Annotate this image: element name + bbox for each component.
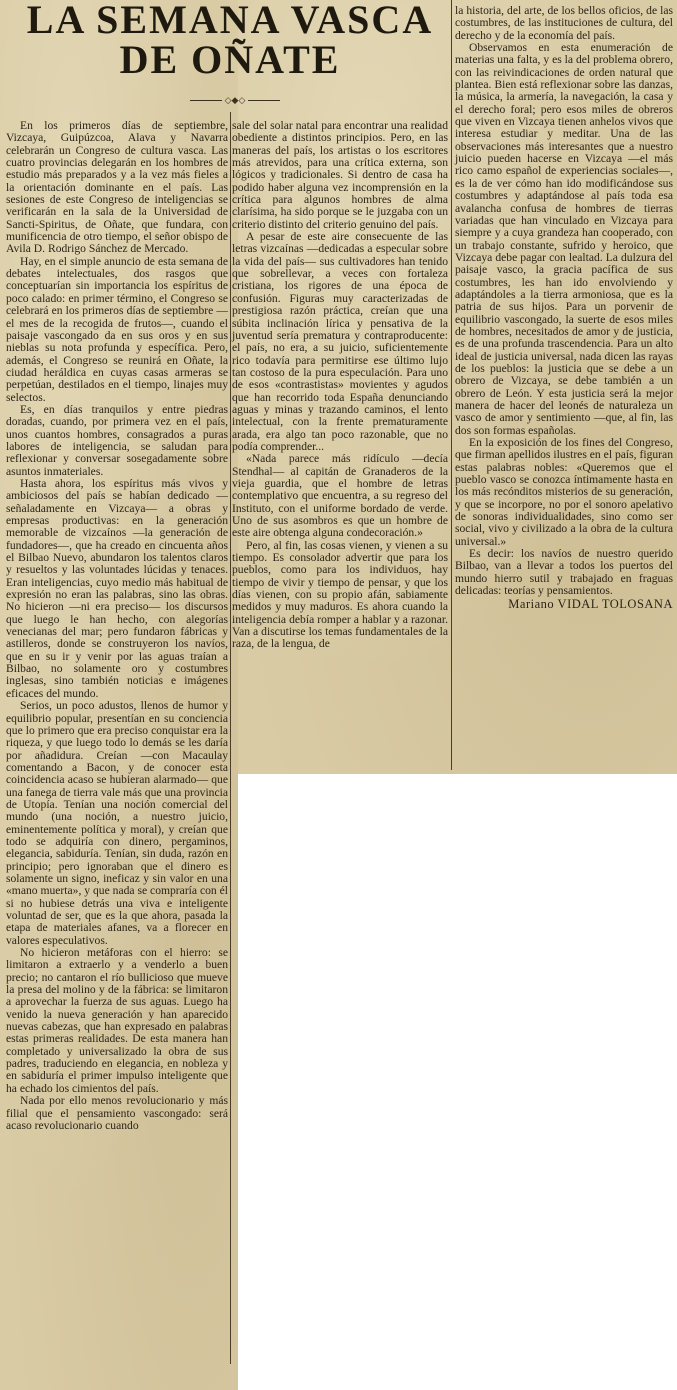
column-divider-1 (230, 112, 231, 1364)
paragraph: En los primeros días de septiembre, Vizcaya, Guipúzcoa, Alava y Navarra celebrarán un Congreso de cultura vasca. Las cuatro provincias delegarán en los hombres de estudio más preparados y a la vez más fieles a la orientación dominante en el país. Las sesiones de este Congreso de inteligencias se verificarán en la sala de la Universidad de Sancti-Spiritus, de Oñate, que fundara, con munificencia de otro tiempo, el señor obispo de Avila D. Rodrigo Sánchez de Mercado. (6, 119, 228, 256)
paragraph: Observamos en esta enumeración de materias una falta, y es la del problema obrero, con las reivindicaciones de orden natural que plantea. Bien está reflexionar sobre las danzas, la música, la armería, la navegación, la casa y el derecho foral; pero esos miles de obreros que viven en Vizcaya tienen anhelos vivos que interesa estudiar y meditar. Una de las observaciones más interesantes que a nuestro juicio pueden hacerse en Vizcaya —el más rico camo español de experiencias sociales—, es la de ver cómo han ido modificándose sus costumbres y adaptándose al país toda esa avalancha confusa de hombres de tierras variadas que han vinculado en Vizcaya para siempre y a cuya grandeza han cooperado, con un trabajo constante, sufrido y heroico, que Vizcaya debe pagar con lealtad. La dulzura del paisaje vasco, la gracia pacífica de sus costumbres, les han ido envolviendo y adaptándoles a la tierra armoniosa, que es la patria de sus hijos. Para un porvenir de equilibrio vascongado, la suerte de esos miles de hombres, necesitados de amor y de justicia, es de una profunda trascendencia. Para un alto ideal de justicia universal, nada dicen las rayas de los pueblos: la justicia que se debe a un obrero de Vizcaya, se debe también a un obrero de León. Y esta justicia será la mejor manera de hacer del leonés de naturaleza un vasco de amor y sentimiento —que, al fin, las dos son formas españolas. (455, 41, 673, 437)
headline-line-2: DE OÑATE (119, 37, 341, 82)
author-signature: Mariano VIDAL TOLOSANA (508, 596, 673, 611)
paragraph: No hicieron metáforas con el hierro: se limitaron a extraerlo y a venderlo a buen precio; no cantaron el río bullicioso que mueve la presa del molino y de la fábrica: se limitaron a aprovechar la fuerza de sus aguas. Luego ha venido la nueva generación y han aparecido nuevas cabezas, que han expresado en palabras estas primeras realidades. De esta manera han completado y universalizado la obra de sus padres, traduciendo en elegancia, en nobleza y en sabiduría el primer impulso inteligente que ha echado los cimientos del país. (6, 946, 228, 1095)
paragraph: Es decir: los navíos de nuestro querido Bilbao, van a llevar a todos los puertos del mundo hierro sutil y trabajado en fraguas delicadas: teorías y pensamientos. (455, 547, 673, 598)
article-headline (10, 0, 450, 80)
column-1 (6, 120, 228, 1132)
column-2 (232, 120, 448, 651)
paragraph: sale del solar natal para encontrar una realidad obediente a distintos principios. Pero, en las maneras del país, los artistas o los escritores más atrevidos, para una crítica externa, son lógicos y tradicionales. Si dentro de casa ha podido haber alguna vez incomprensión en la crítica para algunos hombres de alma clarísima, ha sido porque se le juzgaba con un criterio distinto del criterio genuino del país. (232, 119, 448, 231)
column-3 (455, 5, 673, 610)
paragraph: Hasta ahora, los espíritus más vivos y ambiciosos del país se habían dedicado —señaladamente en Vizcaya— a obras y empresas productivas: en la generación memorable de vizcaínos —la generación de fundadores—, que ha creado en cincuenta años el Bilbao Nuevo, abundaron los talentos claros y resueltos y las voluntades lúcidas y tenaces. Eran inteligencias, cuyo medio más habitual de expresión no eran las palabras, sino las obras. No hicieron —ni era preciso— los discursos que luego le han hecho, con alegorías venecianas del mar; pero fundaron fábricas y astilleros, donde se construyeron los navíos, que en su ir y venir por las aguas traían a Bilbao, no solamente oro y costumbres inglesas, sino también noticias e imágenes eficaces del mundo. (6, 476, 228, 700)
paragraph: Pero, al fin, las cosas vienen, y vienen a su tiempo. Es consolador advertir que para los pueblos, como para los individuos, hay tiempo de vivir y tiempo de pensar, y que los días vienen, con su propio afán, sabiamente medidos y muy maduros. Es ahora cuando la inteligencia debía romper a hablar y a razonar. Van a discutirse los temas fundamentales de la raza, de la lengua, de (232, 538, 448, 651)
paragraph: Serios, un poco adustos, llenos de humor y equilibrio popular, presentían en su conciencia que lo primero que era preciso conquistar era la riqueza, y que luego todo lo demás se les daría por añadidura. Creían —con Macaulay comentando a Bacon, y de conocer esta coincidencia acaso se hubieran alarmado— que una fanega de tierra vale más que una provincia de Utopía. Tenían una noción comercial del mundo (una noción, a nuestro juicio, eminentemente política y moral), y creían que todo se adquiría con dinero, pergaminos, elegancia, sabiduría. Tenían, sin duda, razón en principio; pero ignoraban que el dinero es solamente un signo, ineficaz y sin valor en una «mano muerta», y que nada se compraría con él si no hubiese detrás una viva e inteligente voluntad de ser, que es la que ahora, pasada la etapa de materiales afanes, va a florecer en valores especulativos. (6, 699, 228, 947)
headline-ornament-rule (190, 96, 280, 104)
paragraph: Hay, en el simple anuncio de esta semana de debates intelectuales, dos rasgos que conceptuarían sin importancia los espíritus de poco calado: en primer término, el Congreso se celebrará en los primeros días de septiembre —el mes de la recogida de frutos—, cuando el paisaje vascongado da en sus oros y en sus nieblas su nota profunda y específica. Pero, además, el Congreso se reunirá en Oñate, la ciudad heráldica en cuyas casas armeras se perpetúan, destilados en el tiempo, linajes muy selectos. (6, 254, 228, 404)
paragraph: la historia, del arte, de los bellos oficios, de las costumbres, de las instituciones de cultura, del derecho y de la economía del país. (455, 4, 673, 42)
paragraph: Es, en días tranquilos y entre piedras doradas, cuando, por primera vez en el país, unos cuantos hombres, consagrados a puras labores de inteligencia, se saludan para reflexionar y conversar sosegadamente sobre asuntos inmateriales. (6, 402, 228, 478)
headline-line-1: LA SEMANA VASCA (26, 0, 434, 42)
column-divider-2 (451, 0, 452, 770)
paragraph: A pesar de este aire consecuente de las letras vizcaínas —dedicadas a especular sobre la vida del país— sus cultivadores han tenido que sobrellevar, a veces con fortaleza cristiana, los rigores de una época de confusión. Figuras muy caracterizadas de prestigiosa razón práctica, creían que una súbita inclinación lírica y pensativa de la juventud sería prematura y contraproducente: el país, no era, a su juicio, suficientemente rico todavía para permitirse ese último lujo tan costoso de la pura especulación. Para uno de esos «contrastistas» movientes y agudos que han recorrido toda España denunciando aguas y minas y trazando caminos, el lento intelectual, con la frente prematuramente arada, era algo tan poco razonable, que no podía comprender... (232, 230, 448, 453)
ornament-glyph: ◇◆◇ (224, 95, 246, 105)
paragraph: Nada por ello menos revolucionario y más filial que el pensamiento vascongado: será acaso revolucionario cuando (6, 1094, 228, 1132)
paragraph: «Nada parece más ridículo —decía Stendhal— al capitán de Granaderos de la vieja guardia, que el hombre de letras contemplativo que encuentra, a su regreso del Instituto, con el uniforme bordado de verde. Uno de sus asombros es que un hombre de este aire obtenga alguna condecoración.» (232, 452, 448, 540)
paragraph: En la exposición de los fines del Congreso, que firman apellidos ilustres en el país, figuran estas palabras nobles: «Queremos que el pueblo vasco se conozca íntimamente hasta en los más recónditos misterios de su generación, y que se incorpore, no por el sonoro apelativo de sonoras individualidades, sino como ser social, vivo y civilizado a la obra de la cultura universal.» (455, 436, 673, 548)
